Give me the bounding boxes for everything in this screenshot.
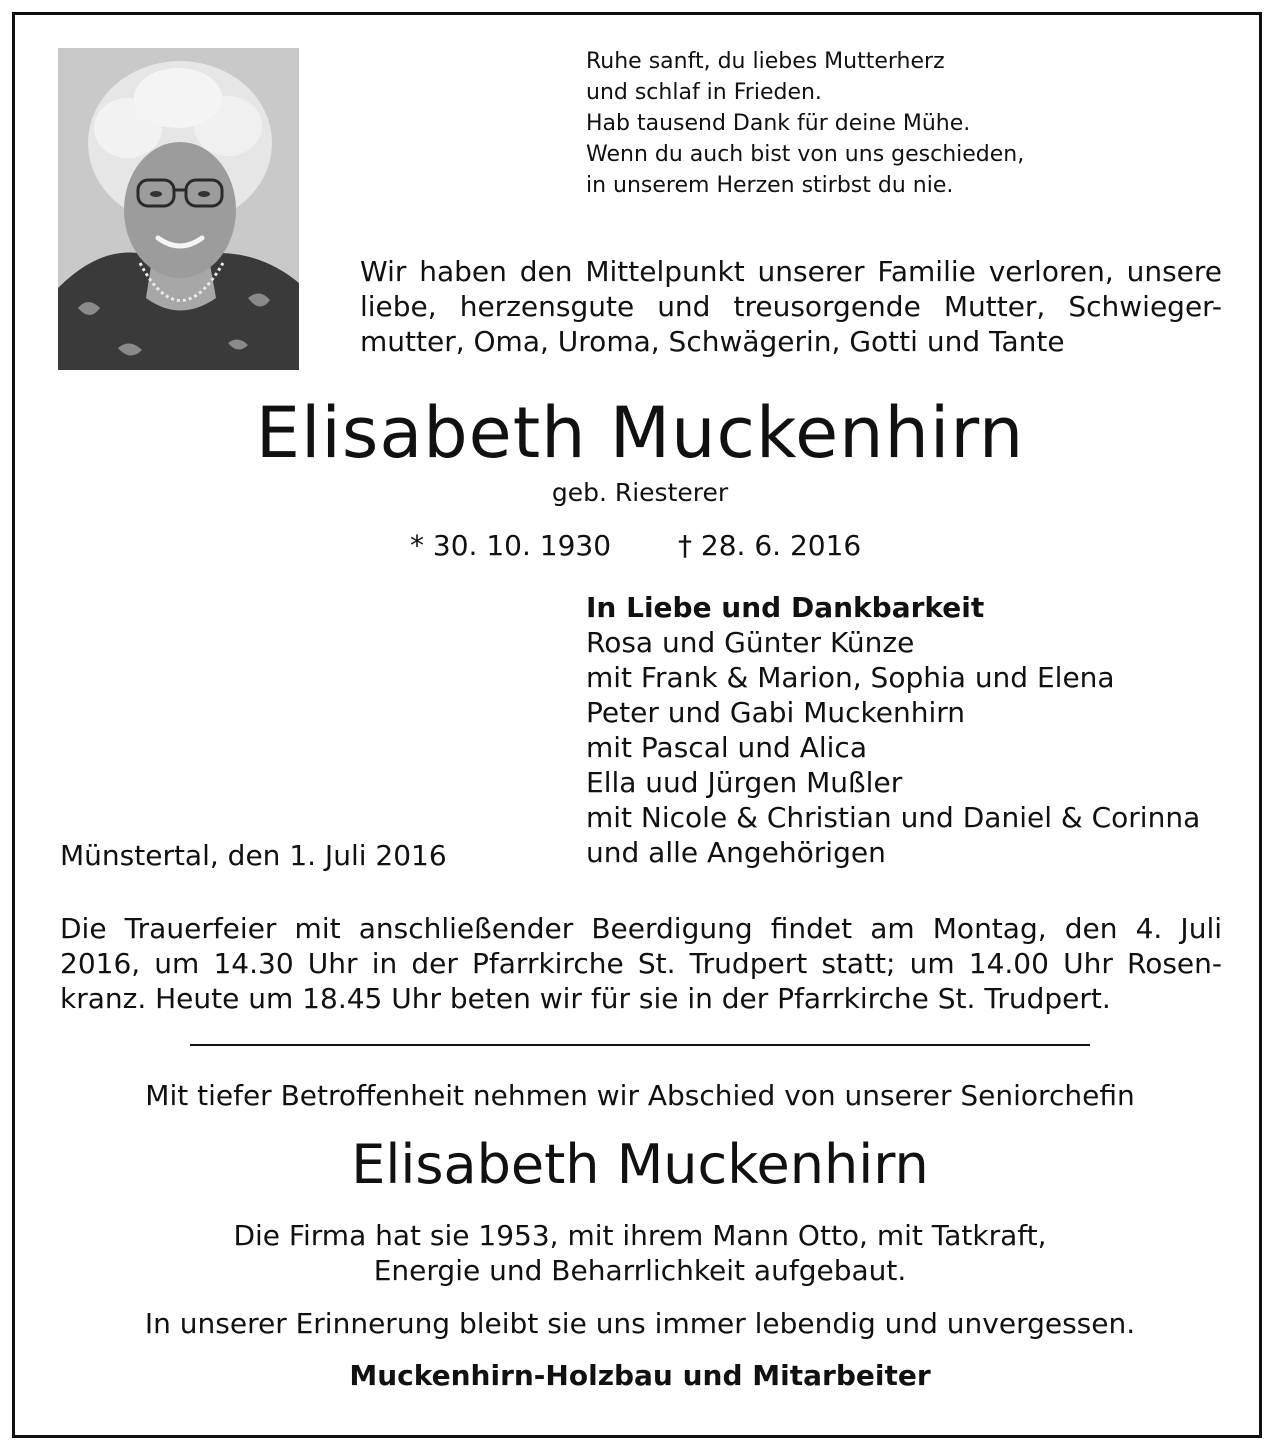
- company-history: [0, 1218, 1280, 1288]
- company-history-line: Die Firma hat sie 1953, mit ihrem Mann Otto, mit Tatkraft,: [233, 1219, 1047, 1252]
- company-farewell: Mit tiefer Betroffenheit nehmen wir Abschied von unserer Seniorchefin: [145, 1079, 1135, 1112]
- poem-line: Ruhe sanft, du liebes Mutterherz: [586, 49, 945, 74]
- maiden-name: geb. Riesterer: [551, 478, 729, 507]
- intro-text: [360, 254, 1222, 359]
- service-line: 2016, um 14.30 Uhr in der Pfarrkirche St. Trudpert statt; um 14.00 Uhr Rosen-: [60, 947, 1222, 980]
- place-date: Münstertal, den 1. Juli 2016: [60, 839, 447, 872]
- company-deceased-name: Elisabeth Muckenhirn: [351, 1133, 929, 1196]
- poem-line: Hab tausend Dank für deine Mühe.: [586, 111, 971, 136]
- poem: [586, 46, 1146, 201]
- company-memory: In unserer Erinnerung bleibt sie uns immer lebendig und unvergessen.: [144, 1307, 1136, 1340]
- birth-date: * 30. 10. 1930: [410, 529, 612, 562]
- family-line: mit Frank & Marion, Sophia und Elena: [586, 661, 1115, 694]
- intro-line: Wir haben den Mittelpunkt unserer Familie verloren, unsere: [360, 255, 1222, 288]
- company-history-line: Energie und Beharrlichkeit aufgebaut.: [373, 1254, 907, 1287]
- service-line: kranz. Heute um 18.45 Uhr beten wir für sie in der Pfarrkirche St. Trudpert.: [60, 982, 1111, 1015]
- service-line: Die Trauerfeier mit anschließender Beerdigung findet am Montag, den 4. Juli: [60, 912, 1222, 945]
- deceased-name: Elisabeth Muckenhirn: [255, 392, 1025, 474]
- family-line: Peter und Gabi Muckenhirn: [586, 696, 965, 729]
- intro-line: liebe, herzensgute und treusorgende Mutter, Schwieger-: [360, 290, 1222, 323]
- family-line: mit Pascal und Alica: [586, 731, 867, 764]
- poem-line: in unserem Herzen stirbst du nie.: [586, 173, 954, 198]
- family-list: [586, 590, 1266, 870]
- company-signature: Muckenhirn-Holzbau und Mitarbeiter: [349, 1359, 931, 1392]
- poem-line: und schlaf in Frieden.: [586, 80, 822, 105]
- family-line: Rosa und Günter Künze: [586, 626, 915, 659]
- intro-line: mutter, Oma, Uroma, Schwägerin, Gotti und Tante: [360, 325, 1065, 358]
- family-line: mit Nicole & Christian und Daniel & Corinna: [586, 801, 1201, 834]
- family-line: Ella uud Jürgen Mußler: [586, 766, 903, 799]
- service-info: [60, 911, 1222, 1016]
- divider-line: [190, 1044, 1090, 1046]
- portrait-photo: [58, 48, 299, 370]
- family-line: und alle Angehörigen: [586, 836, 886, 869]
- poem-line: Wenn du auch bist von uns geschieden,: [586, 142, 1025, 167]
- death-date: † 28. 6. 2016: [678, 529, 862, 562]
- family-heading: In Liebe und Dankbarkeit: [586, 591, 985, 624]
